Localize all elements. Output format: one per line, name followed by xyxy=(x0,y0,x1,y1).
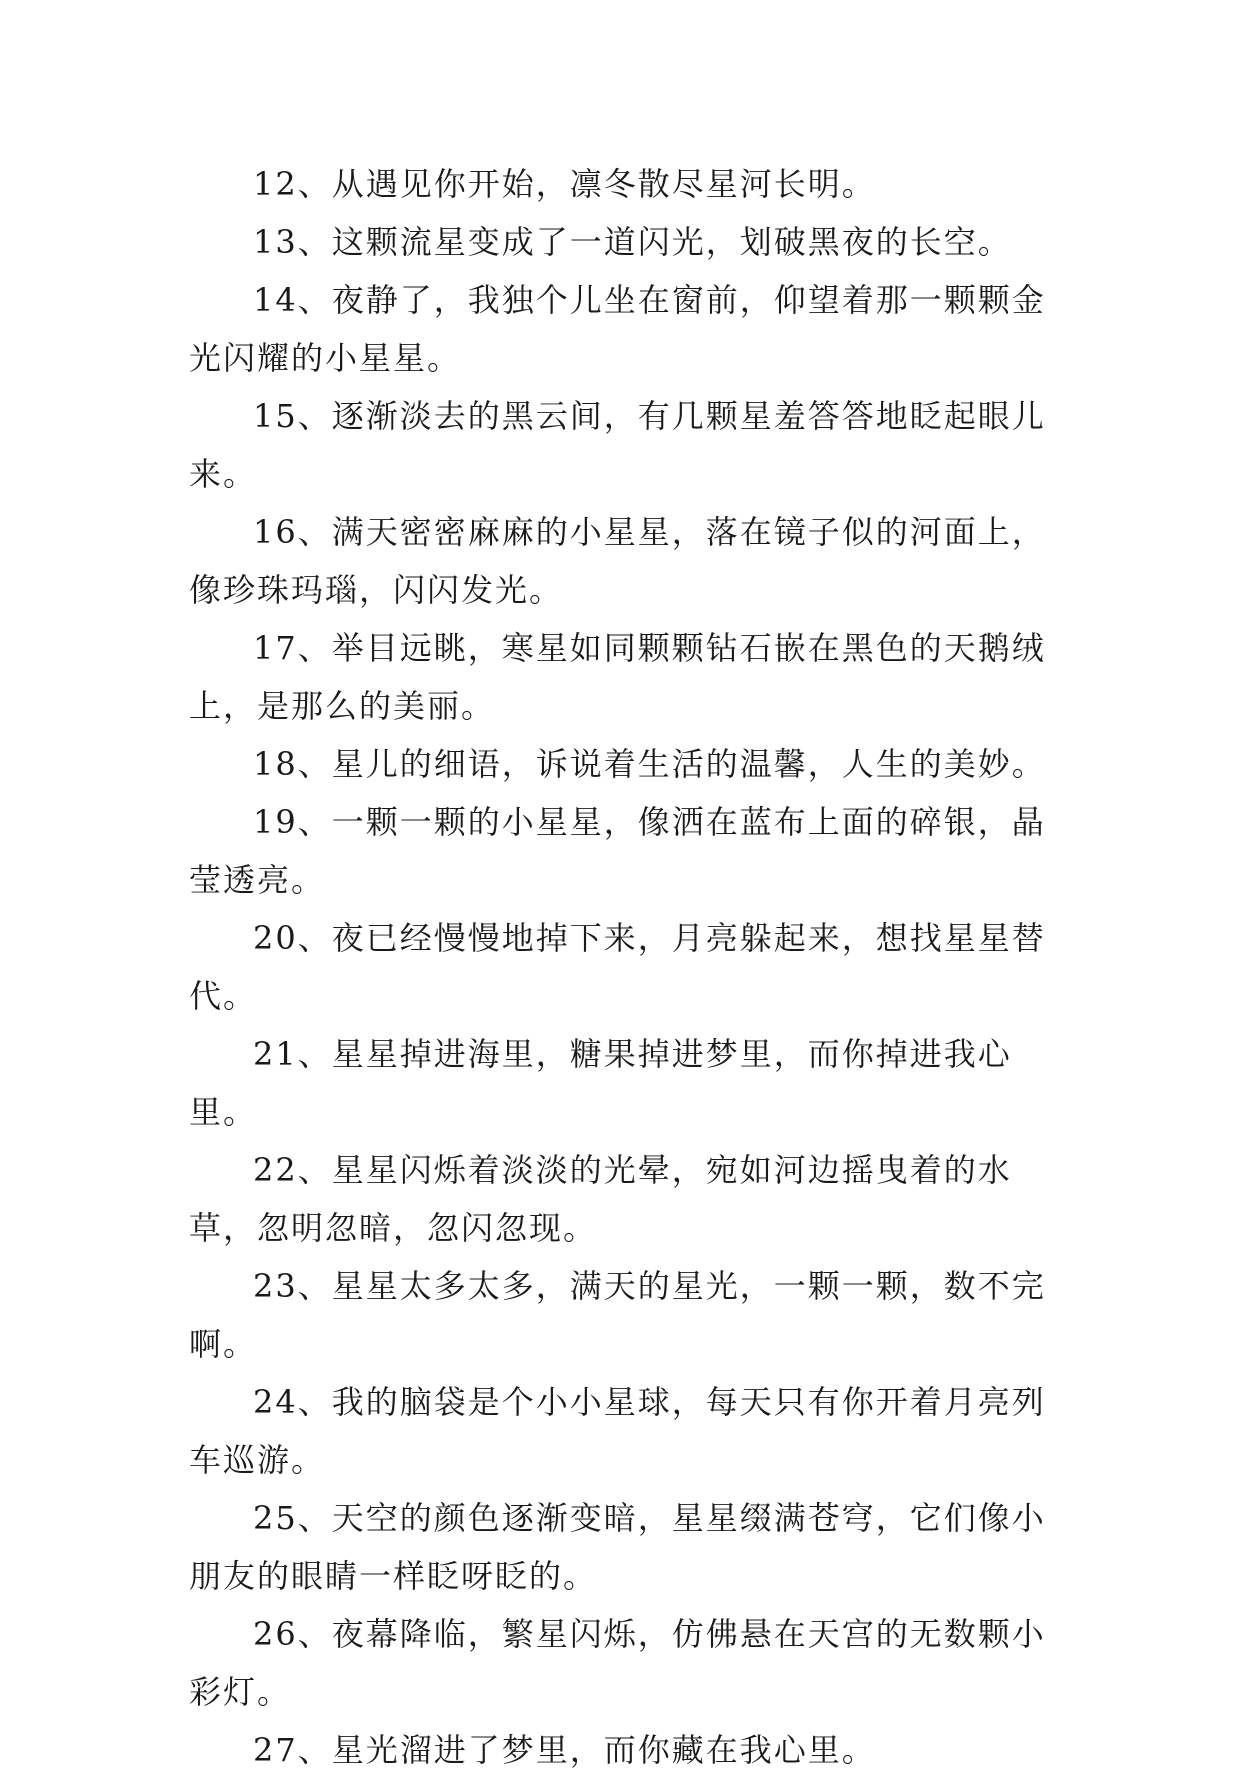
paragraph-14: 14、夜静了，我独个儿坐在窗前，仰望着那一颗颗金光闪耀的小星星。 xyxy=(189,281,1046,377)
paragraph-23: 23、星星太多太多，满天的星光，一颗一颗，数不完啊。 xyxy=(189,1267,1046,1363)
paragraph-13: 13、这颗流星变成了一道闪光，划破黑夜的长空。 xyxy=(253,223,1012,261)
paragraph-12: 12、从遇见你开始，凛冬散尽星河长明。 xyxy=(253,165,876,203)
paragraph-22: 22、星星闪烁着淡淡的光晕，宛如河边摇曳着的水草，忽明忽暗，忽闪忽现。 xyxy=(189,1151,1012,1247)
document-body xyxy=(189,155,1079,1779)
paragraph-26: 26、夜幕降临，繁星闪烁，仿佛悬在天宫的无数颗小彩灯。 xyxy=(189,1615,1046,1711)
paragraph-16: 16、满天密密麻麻的小星星，落在镜子似的河面上，像珍珠玛瑙，闪闪发光。 xyxy=(189,513,1046,609)
paragraph-17: 17、举目远眺，寒星如同颗颗钻石嵌在黑色的天鹅绒上，是那么的美丽。 xyxy=(189,629,1046,725)
paragraph-21: 21、星星掉进海里，糖果掉进梦里，而你掉进我心里。 xyxy=(189,1035,1012,1131)
paragraph-27: 27、星光溜进了梦里，而你藏在我心里。 xyxy=(253,1731,876,1769)
paragraph-19: 19、一颗一颗的小星星，像洒在蓝布上面的碎银，晶莹透亮。 xyxy=(189,803,1046,899)
paragraph-15: 15、逐渐淡去的黑云间，有几颗星羞答答地眨起眼儿来。 xyxy=(189,397,1046,493)
paragraph-20: 20、夜已经慢慢地掉下来，月亮躲起来，想找星星替代。 xyxy=(189,919,1046,1015)
paragraph-25: 25、天空的颜色逐渐变暗，星星缀满苍穹，它们像小朋友的眼睛一样眨呀眨的。 xyxy=(189,1499,1046,1595)
paragraph-18: 18、星儿的细语，诉说着生活的温馨，人生的美妙。 xyxy=(253,745,1046,783)
paragraph-24: 24、我的脑袋是个小小星球，每天只有你开着月亮列车巡游。 xyxy=(189,1383,1046,1479)
